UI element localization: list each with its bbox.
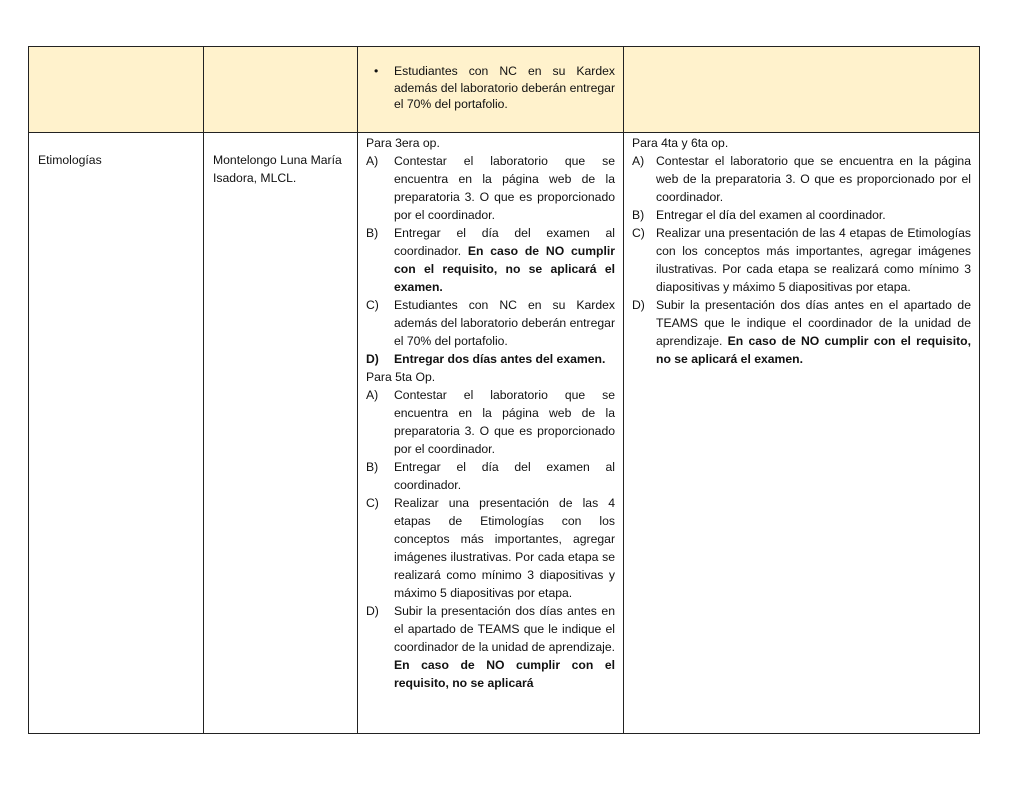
list-item xyxy=(632,296,971,368)
item-text: Entregar el día del examen al coordinador. xyxy=(394,460,615,492)
list-item xyxy=(366,602,615,692)
item-bold-text: En caso de NO cumplir con el requisito, no se aplicará el examen. xyxy=(394,244,615,294)
item-text: Realizar una presentación de las 4 etapas de Etimologías con los conceptos más importantes, agregar imágenes ilustrativas. Por cada etapa se realizará como mínimo 3 diapositivas y máximo 5 diapositivas por etapa. xyxy=(656,226,971,294)
item-text: Estudiantes con NC en su Kardex además del laboratorio deberán entregar el 70% del portafolio. xyxy=(394,298,615,348)
item-marker: A) xyxy=(632,154,645,168)
table-row-etimologias xyxy=(29,133,980,734)
item-text: Subir la presentación dos días antes en el apartado de TEAMS que le indique el coordinador de la unidad de aprendizaje. xyxy=(394,604,615,654)
item-marker: B) xyxy=(366,460,379,474)
list-item xyxy=(366,224,615,296)
item-marker: C) xyxy=(632,226,645,240)
list-item xyxy=(366,458,615,494)
item-marker: A) xyxy=(366,154,379,168)
item-text: Contestar el laboratorio que se encuentra en la página web de la preparatoria 3. O que es proporcionado por el coordinador. xyxy=(656,154,971,204)
heading-3era-op: Para 3era op. xyxy=(366,136,440,150)
item-text: Realizar una presentación de las 4 etapas de Etimologías con los conceptos más importantes, agregar imágenes ilustrativas. Por cada etapa se realizará como mínimo 3 diapositivas y máximo 5 diapositivas por etapa. xyxy=(394,496,615,600)
item-marker: D) xyxy=(366,604,379,618)
list-item xyxy=(366,494,615,602)
cell-requirements-3-5 xyxy=(358,133,624,734)
item-bold-text: En caso de NO cumplir con el requisito, no se aplicará xyxy=(394,658,615,690)
item-marker: D) xyxy=(366,352,379,366)
heading-5ta-op: Para 5ta Op. xyxy=(366,370,436,384)
item-text: Contestar el laboratorio que se encuentra en la página web de la preparatoria 3. O que es proporcionado por el coordinador. xyxy=(394,154,615,222)
subject-name: Etimologías xyxy=(38,153,102,167)
item-marker: B) xyxy=(632,208,645,222)
item-text: Entregar el día del examen al coordinador. xyxy=(394,226,615,258)
list-item xyxy=(366,296,615,350)
cell-continued-requirements xyxy=(358,47,624,133)
list-item xyxy=(366,386,615,458)
cell-empty-col4 xyxy=(624,47,980,133)
list-item: • Estudiantes con NC en su Kardex además del laboratorio deberán entregar el 70% del portafolio. xyxy=(366,63,615,113)
list-item xyxy=(366,350,615,368)
item-text: Subir la presentación dos días antes en el apartado de TEAMS que le indique el coordinador de la unidad de aprendizaje. xyxy=(656,298,971,348)
item-marker: D) xyxy=(632,298,645,312)
cell-empty-subject xyxy=(29,47,204,133)
heading-4ta-6ta-op: Para 4ta y 6ta op. xyxy=(632,136,729,150)
requirements-table xyxy=(28,46,980,734)
list-item xyxy=(632,152,971,206)
cell-requirements-4-6 xyxy=(624,133,980,734)
cell-subject xyxy=(29,133,204,734)
item-text: Contestar el laboratorio que se encuentra en la página web de la preparatoria 3. O que es proporcionado por el coordinador. xyxy=(394,388,615,456)
item-text: Entregar el día del examen al coordinador. xyxy=(656,208,886,222)
item-bold-text: En caso de NO cumplir con el requisito, no se aplicará el examen. xyxy=(656,334,971,366)
item-marker: C) xyxy=(366,496,379,510)
list-item xyxy=(366,152,615,224)
list-item xyxy=(632,224,971,296)
table-row-continued xyxy=(29,47,980,133)
item-marker: C) xyxy=(366,298,379,312)
cell-teacher xyxy=(204,133,358,734)
bullet-icon: • xyxy=(374,64,379,78)
item-marker: B) xyxy=(366,226,379,240)
item-bold-text: Entregar dos días antes del examen. xyxy=(394,352,606,366)
requirements-list-3era xyxy=(366,152,615,368)
cell-empty-teacher xyxy=(204,47,358,133)
item-marker: A) xyxy=(366,388,379,402)
requirements-list-5ta xyxy=(366,386,615,692)
requirements-list-4ta-6ta xyxy=(632,152,971,368)
list-item xyxy=(632,206,971,224)
teacher-name: Montelongo Luna María Isadora, MLCL. xyxy=(213,153,342,185)
